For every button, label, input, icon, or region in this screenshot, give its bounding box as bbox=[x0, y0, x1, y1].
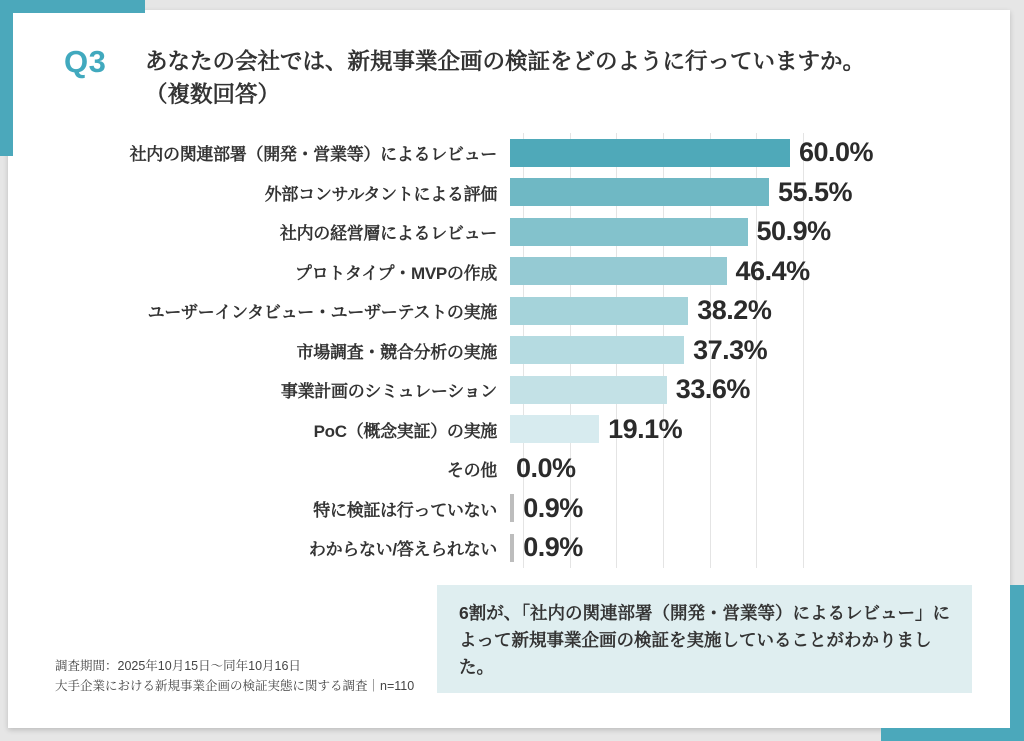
question-title-line1: あなたの会社では、新規事業企画の検証をどのように行っていますか。 bbox=[145, 49, 866, 74]
category-label: 市場調査・競合分析の実施 bbox=[296, 342, 497, 362]
chart-row bbox=[90, 331, 945, 371]
value-label: 37.3% bbox=[693, 334, 768, 365]
corner-ornament-top-left-vertical bbox=[0, 0, 13, 156]
chart-row bbox=[90, 133, 945, 173]
value-label: 0.9% bbox=[523, 492, 583, 523]
value-label: 55.5% bbox=[778, 176, 853, 207]
category-label: 社内の経営層によるレビュー bbox=[279, 224, 497, 244]
chart-rows bbox=[90, 133, 945, 568]
chart-row bbox=[90, 449, 945, 489]
chart-row bbox=[90, 173, 945, 213]
category-label: 外部コンサルタントによる評価 bbox=[264, 184, 497, 204]
bar-area bbox=[510, 370, 945, 410]
bar bbox=[510, 257, 727, 285]
bar-area bbox=[510, 449, 945, 489]
value-label: 33.6% bbox=[675, 374, 750, 405]
bar bbox=[510, 494, 514, 522]
corner-ornament-top-left-horizontal bbox=[0, 0, 145, 13]
category-label: プロトタイプ・MVPの作成 bbox=[294, 263, 497, 283]
survey-footnote bbox=[55, 656, 414, 696]
category-label: 特に検証は行っていない bbox=[313, 500, 497, 520]
bar-area bbox=[510, 291, 945, 331]
bar-area bbox=[510, 410, 945, 450]
category-label: その他 bbox=[446, 461, 497, 481]
bar-chart bbox=[90, 133, 945, 568]
value-label: 46.4% bbox=[735, 255, 810, 286]
value-label: 0.9% bbox=[523, 532, 583, 563]
category-label: PoC（概念実証）の実施 bbox=[313, 421, 497, 441]
chart-row bbox=[90, 370, 945, 410]
bar-area bbox=[510, 528, 945, 568]
bar-area bbox=[510, 212, 945, 252]
value-label: 19.1% bbox=[608, 413, 683, 444]
chart-row bbox=[90, 291, 945, 331]
question-title bbox=[145, 46, 975, 111]
chart-row bbox=[90, 528, 945, 568]
bar bbox=[510, 178, 769, 206]
value-label: 38.2% bbox=[697, 295, 772, 326]
survey-period: 調査期間：2025年10月15日〜同年10月16日 bbox=[55, 659, 301, 673]
bar-area bbox=[510, 133, 945, 173]
bar-area bbox=[510, 252, 945, 292]
value-label: 60.0% bbox=[799, 137, 874, 168]
chart-row bbox=[90, 252, 945, 292]
bar bbox=[510, 218, 748, 246]
category-label: ユーザーインタビュー・ユーザーテストの実施 bbox=[147, 303, 497, 323]
question-title-line2: （複数回答） bbox=[145, 81, 281, 107]
question-number: Q3 bbox=[64, 44, 107, 79]
bar bbox=[510, 534, 514, 562]
value-label: 0.0% bbox=[516, 453, 576, 484]
summary-note-text: 6割が、「社内の関連部署（開発・営業等）によるレビュー」によって新規事業企画の検証を実施していることがわかりました。 bbox=[459, 603, 950, 678]
value-label: 50.9% bbox=[756, 216, 831, 247]
chart-row bbox=[90, 212, 945, 252]
category-label: 事業計画のシミュレーション bbox=[280, 382, 497, 402]
category-label: 社内の関連部署（開発・営業等）によるレビュー bbox=[129, 145, 497, 165]
bar-area bbox=[510, 489, 945, 529]
corner-ornament-bottom-right-vertical bbox=[1010, 585, 1024, 741]
chart-row bbox=[90, 489, 945, 529]
bar-area bbox=[510, 331, 945, 371]
survey-name-sample: 大手企業における新規事業企画の検証実態に関する調査｜n=110 bbox=[55, 679, 415, 693]
bar bbox=[510, 139, 790, 167]
summary-note-box bbox=[437, 585, 972, 693]
category-label: わからない/答えられない bbox=[308, 540, 497, 560]
bar bbox=[510, 297, 688, 325]
bar bbox=[510, 415, 599, 443]
bar bbox=[510, 336, 684, 364]
bar bbox=[510, 376, 667, 404]
chart-row bbox=[90, 410, 945, 450]
bar-area bbox=[510, 173, 945, 213]
corner-ornament-bottom-right-horizontal bbox=[881, 728, 1024, 741]
